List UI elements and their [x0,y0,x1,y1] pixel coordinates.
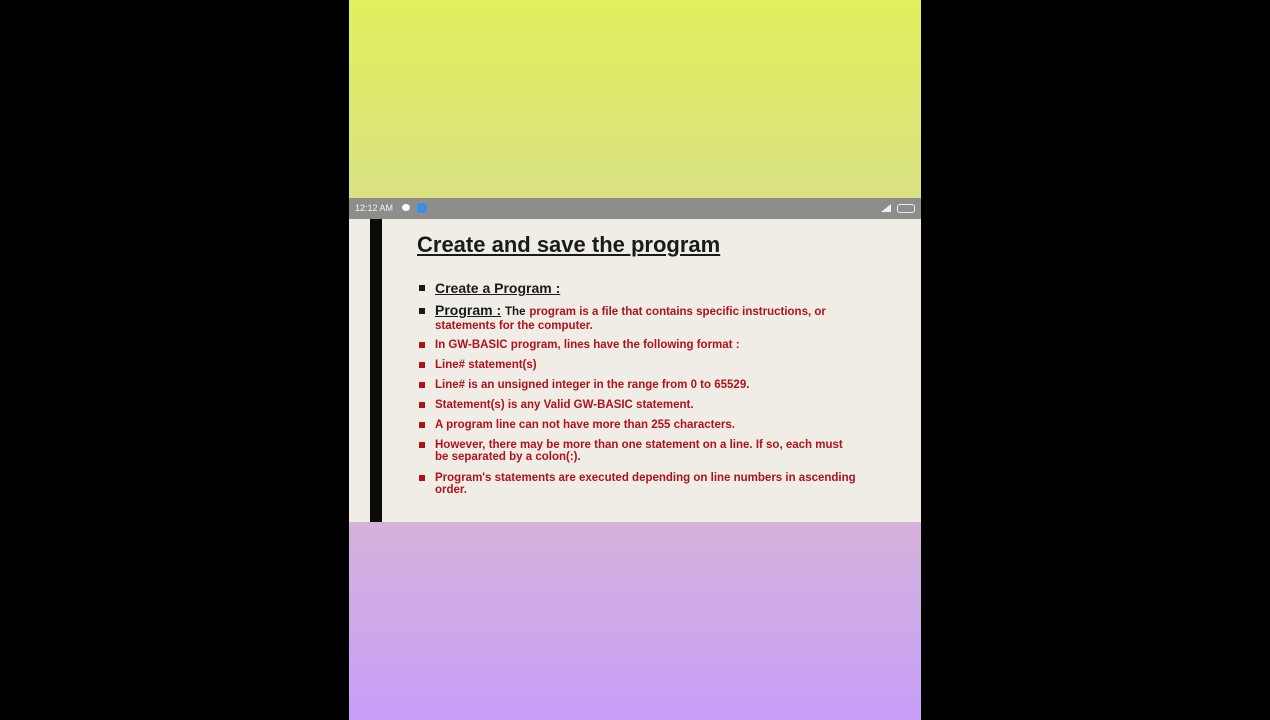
bullet-icon [419,402,425,408]
bullet-item: Line# is an unsigned integer in the range from 0 to 65529. [417,379,857,391]
status-bar [349,198,921,219]
bullet-icon [419,342,425,348]
bullet-icon [419,362,425,368]
slide-title: Create and save the program [417,232,721,257]
slide [349,219,921,522]
video-frame [349,0,921,720]
signal-icon [881,204,891,212]
bullet-icon [419,382,425,388]
top-gradient-band [349,0,921,198]
bullet-item: A program line can not have more than 255 characters. [417,419,857,431]
bullet-icon [419,308,425,314]
bullet-program: Program : The program is a file that contains specific instructions, or statements for the computer. [417,304,857,332]
status-time: 12:12 AM [355,203,394,213]
bullet-item: Line# statement(s) [417,359,857,371]
message-icon [402,204,410,211]
bullet-icon [419,442,425,448]
bullet-icon [419,422,425,428]
bullet-icon [419,285,425,291]
bullet-item: Statement(s) is any Valid GW-BASIC statement. [417,399,857,411]
app-notification-icon [417,203,427,213]
bullet-create-program: Create a Program : [417,281,857,295]
slide-side-bar [370,219,382,522]
bullet-item: Program's statements are executed depending on line numbers in ascending order. [417,472,857,496]
bullet-item: In GW-BASIC program, lines have the following format : [417,339,857,351]
bullet-item: However, there may be more than one statement on a line. If so, each must be separated by a colon(:). [417,439,857,463]
bullet-icon [419,475,425,481]
bottom-gradient-band [349,522,921,720]
battery-icon [897,204,915,213]
